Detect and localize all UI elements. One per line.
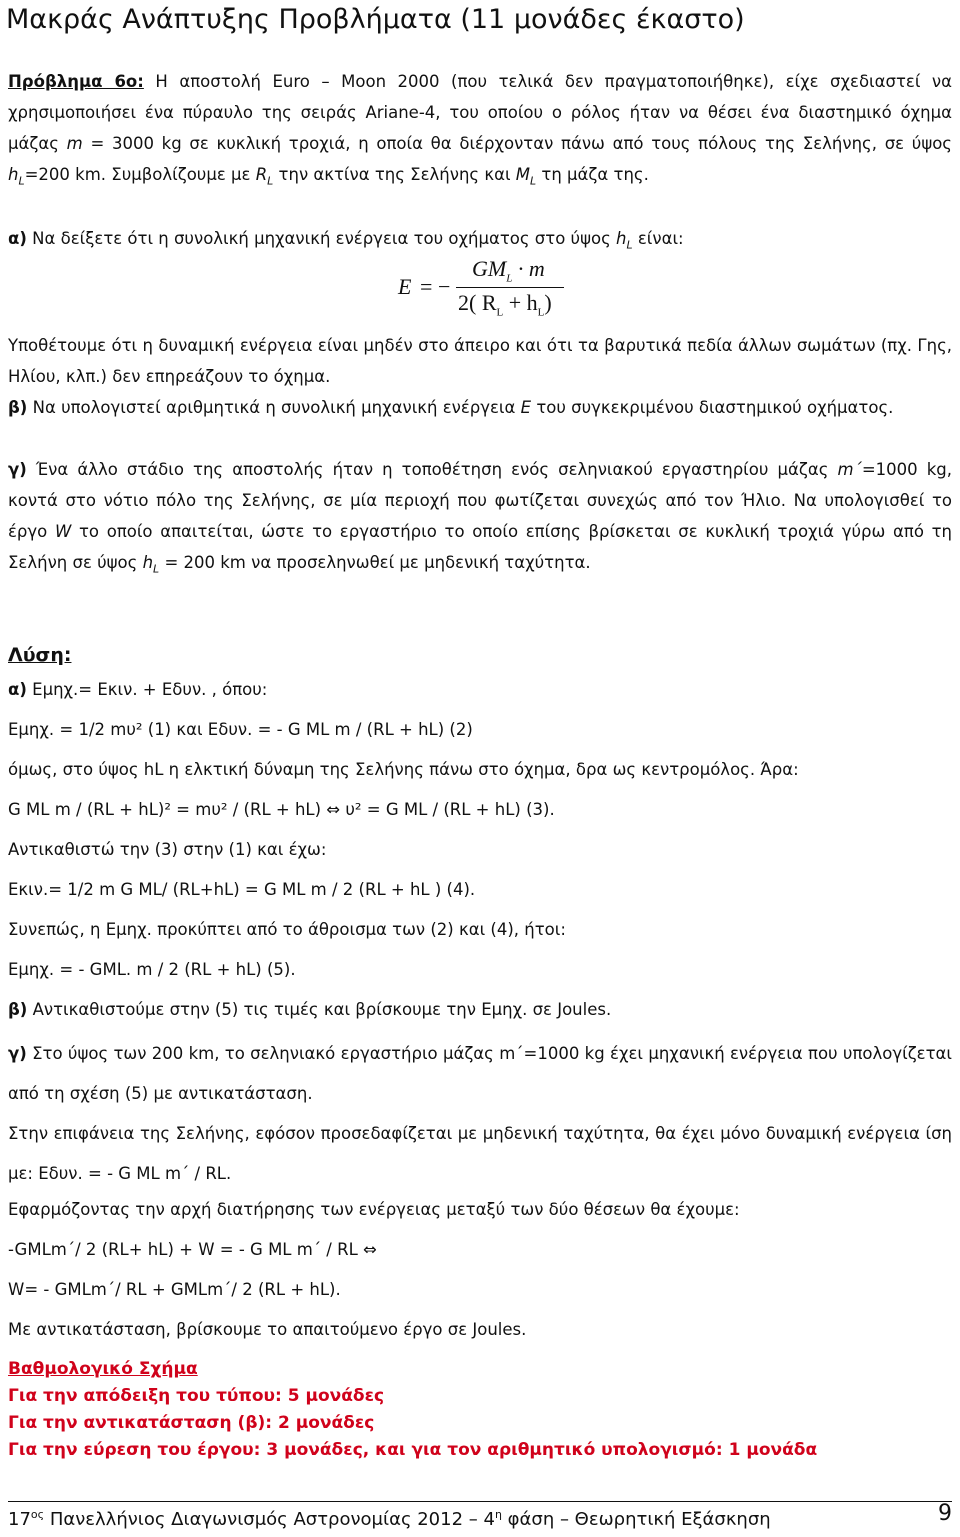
solution-line-10: γ) Στο ύψος των 200 km, το σεληνιακό εργαστήριο μάζας m΄=1000 kg έχει μηχανική ενέργεια που υπολογίζεται από τη σχέση (5) με αντικατάσταση. bbox=[8, 1044, 952, 1103]
grading-item: Για την απόδειξη του τύπου: 5 μονάδες bbox=[8, 1386, 385, 1406]
solution-line-8: Εμηχ. = - GML. m / 2 (RL + hL) (5). bbox=[8, 960, 296, 979]
grading-title: Βαθμολογικό Σχήμα bbox=[8, 1359, 198, 1379]
grading-item: Για την αντικατάσταση (β): 2 μονάδες bbox=[8, 1413, 375, 1433]
energy-formula: E = − $GM_L \cdot m$ 2( $R_L + h_L$) bbox=[398, 254, 578, 324]
grading-scheme bbox=[8, 1356, 817, 1464]
solution-line-5: Αντικαθιστώ την (3) στην (1) και έχω: bbox=[8, 840, 327, 859]
solution-line-12: Εφαρμόζοντας την αρχή διατήρησης των ενέργειας μεταξύ των δύο θέσεων θα έχουμε: bbox=[8, 1200, 740, 1219]
solution-line-9: β) Αντικαθιστούμε στην (5) τις τιμές και βρίσκουμε την Εμηχ. σε Joules. bbox=[8, 1000, 612, 1019]
grading-item: Για την εύρεση του έργου: 3 μονάδες, και για τον αριθμητικό υπολογισμό: 1 μονάδα bbox=[8, 1440, 818, 1460]
assumption-text: Υποθέτουμε ότι η δυναμική ενέργεια είναι μηδέν στο άπειρο και ότι τα βαρυτικά πεδία άλλων σωμάτων (πχ. Γης, Ηλίου, κλπ.) δεν επηρεάζουν το όχημα. bbox=[8, 336, 952, 386]
solution-line-7: Συνεπώς, η Εμηχ. προκύπτει από το άθροισμα των (2) και (4), ήτοι: bbox=[8, 920, 566, 939]
solution-line-14: W= - GMLm΄/ RL + GMLm΄/ 2 (RL + hL). bbox=[8, 1280, 341, 1299]
question-c: γ) Ένα άλλο στάδιο της αποστολής ήταν η τοποθέτηση ενός σεληνιακού εργαστηρίου μάζας m΄=1000 kg, κοντά στο νότιο πόλο της Σελήνης, σε μία περιοχή που φωτίζεται συνεχώς από τον Ήλιο. Να υπολογισθεί το έργο W το οποίο απαιτείται, ώστε το εργαστήριο το οποίο επίσης βρίσκεται σε κυκλική τροχιά γύρω από τη Σελήνη σε ύψος $h_L = 200$ km να προσεληνωθεί με μηδενική ταχύτητα. bbox=[8, 460, 953, 576]
page-title: Μακράς Ανάπτυξης Προβλήματα (11 μονάδες έκαστο) bbox=[6, 4, 745, 35]
page-footer: $17^{o\varsigma}$ Πανελλήνιος Διαγωνισμός Αστρονομίας $2012 - 4^\eta$ φάση – Θεωρητική Εξάσκηση 9 bbox=[8, 1501, 952, 1530]
problem-intro: Πρόβλημα 6ο: Η αποστολή Euro – Moon 2000 (που τελικά δεν πραγματοποιήθηκε), είχε σχεδιαστεί να χρησιμοποιήσει ένα πύραυλο της σειράς Ariane-4, του οποίου ο ρόλος ήταν να θέσει ένα διαστημικό όχημα μάζας m = 3000 kg σε κυκλική τροχιά, η οποία θα διέρχονταν πάνω από τους πόλους της Σελήνης, σε ύψος $h_L=200$ km. Συμβολίζουμε με $R_L$ την ακτίνα της Σελήνης και $M_L$ τη μάζα της. bbox=[8, 72, 953, 188]
solution-line-6: Εκιν.= 1/2 m G ML/ (RL+hL) = G ML m / 2 (RL + hL ) (4). bbox=[8, 880, 476, 899]
solution-line-13: -GMLm΄/ 2 (RL+ hL) + W = - G ML m΄ / RL ⇔ bbox=[8, 1240, 377, 1259]
solution-title: Λύση: bbox=[8, 644, 72, 666]
solution-line-11: Στην επιφάνεια της Σελήνης, εφόσον προσεδαφίζεται με μηδενική ταχύτητα, θα έχει μόνο δυναμική ενέργεια ίση με: Εδυν. = - G ML m΄ / RL. bbox=[8, 1124, 952, 1183]
solution-line-15: Με αντικατάσταση, βρίσκουμε το απαιτούμενο έργο σε Joules. bbox=[8, 1320, 527, 1339]
problem-label: Πρόβλημα 6ο: bbox=[8, 72, 144, 91]
page-number: 9 bbox=[938, 1501, 952, 1526]
solution-line-3: όμως, στο ύψος hL η ελκτική δύναμη της Σελήνης πάνω στο όχημα, δρα ως κεντρομόλος. Άρα: bbox=[8, 760, 799, 779]
solution-line-2: Εμηχ. = 1/2 mυ² (1) και Εδυν. = - G ML m / (RL + hL) (2) bbox=[8, 720, 473, 739]
solution-line-4: G ML m / (RL + hL)² = mυ² / (RL + hL) ⇔ υ² = G ML / (RL + hL) (3). bbox=[8, 800, 555, 819]
footer-divider bbox=[8, 1501, 952, 1502]
question-a: α) Να δείξετε ότι η συνολική μηχανική ενέργεια του οχήματος στο ύψος $h_L$ είναι: bbox=[8, 229, 684, 252]
question-b: β) Να υπολογιστεί αριθμητικά η συνολική μηχανική ενέργεια E του συγκεκριμένου διαστημικού οχήματος. bbox=[8, 398, 894, 417]
solution-line-1: α) Εμηχ.= Εκιν. + Εδυν. , όπου: bbox=[8, 680, 268, 699]
fraction-bar bbox=[456, 287, 564, 288]
